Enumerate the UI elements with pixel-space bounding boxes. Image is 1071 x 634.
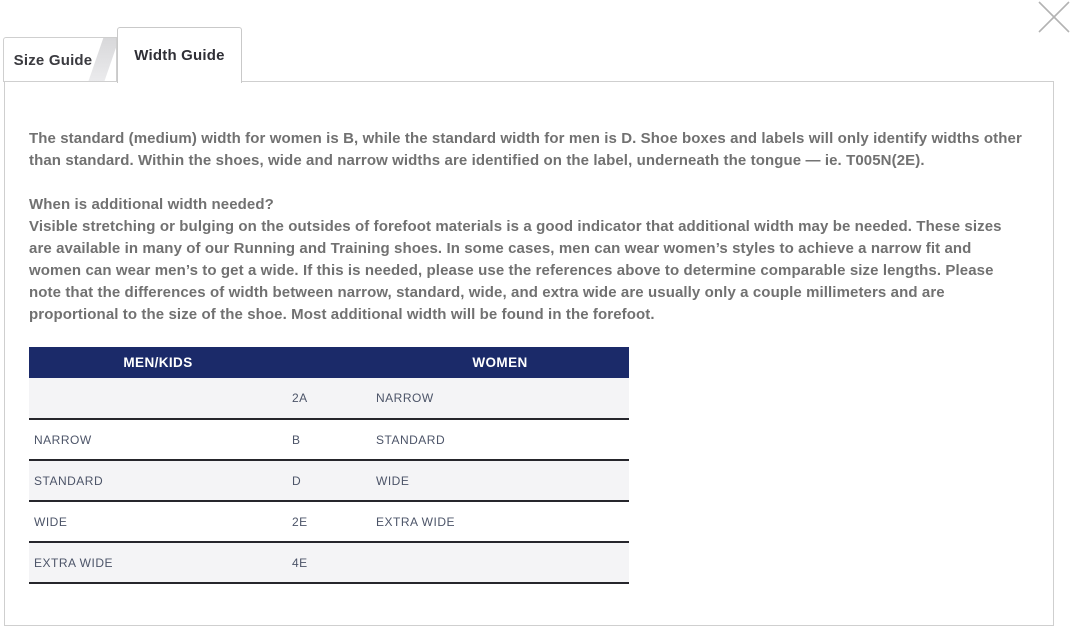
header-men-kids: MEN/KIDS [29, 347, 287, 378]
tab-width-guide[interactable] [117, 27, 242, 83]
additional-width-section [29, 194, 1025, 326]
additional-width-paragraph: Visible stretching or bulging on the outsides of forefoot materials is a good indicator that additional width may be needed. These sizes are available in many of our Running and Training shoes. In some cases, men can wear women’s styles to achieve a narrow fit and women can wear men’s to get a wide. If this is needed, please use the references above to determine comparable size lengths. Please note that the differences of width between narrow, standard, wide, and extra wide are usually only a couple millimeters and are proportional to the size of the shoe. Most additional width will be found in the forefoot. [29, 218, 1002, 323]
table-row [29, 501, 629, 542]
additional-width-question: When is additional width needed? [29, 196, 274, 213]
table-row [29, 460, 629, 501]
women-width-label: NARROW [371, 378, 629, 419]
width-code: 4E [287, 542, 371, 583]
table-header-row [29, 347, 629, 378]
close-button[interactable] [1036, 0, 1071, 35]
women-width-label: WIDE [371, 460, 629, 501]
width-code: 2A [287, 378, 371, 419]
tab-size-guide[interactable] [3, 37, 117, 82]
table-row [29, 419, 629, 460]
width-code: D [287, 460, 371, 501]
close-icon [1036, 0, 1071, 35]
women-width-label: STANDARD [371, 419, 629, 460]
men-width-label [29, 378, 287, 419]
tab-size-guide-label: Size Guide [13, 51, 93, 69]
width-code: 2E [287, 501, 371, 542]
tab-width-guide-label: Width Guide [134, 47, 225, 64]
width-intro-paragraph: The standard (medium) width for women is B, while the standard width for men is D. Shoe boxes and labels will only identify widths other than standard. Within the shoes, wide and narrow widths are identified on the label, underneath the tongue — ie. T005N(2E). [29, 130, 1022, 169]
table-row [29, 542, 629, 583]
header-spacer [287, 347, 371, 378]
men-width-label: STANDARD [29, 460, 287, 501]
men-width-label: NARROW [29, 419, 287, 460]
women-width-label [371, 542, 629, 583]
men-width-label: EXTRA WIDE [29, 542, 287, 583]
header-women: WOMEN [371, 347, 629, 378]
men-width-label: WIDE [29, 501, 287, 542]
table-row [29, 378, 629, 419]
width-guide-panel [4, 81, 1054, 626]
width-conversion-table [29, 347, 629, 584]
women-width-label: EXTRA WIDE [371, 501, 629, 542]
width-code: B [287, 419, 371, 460]
